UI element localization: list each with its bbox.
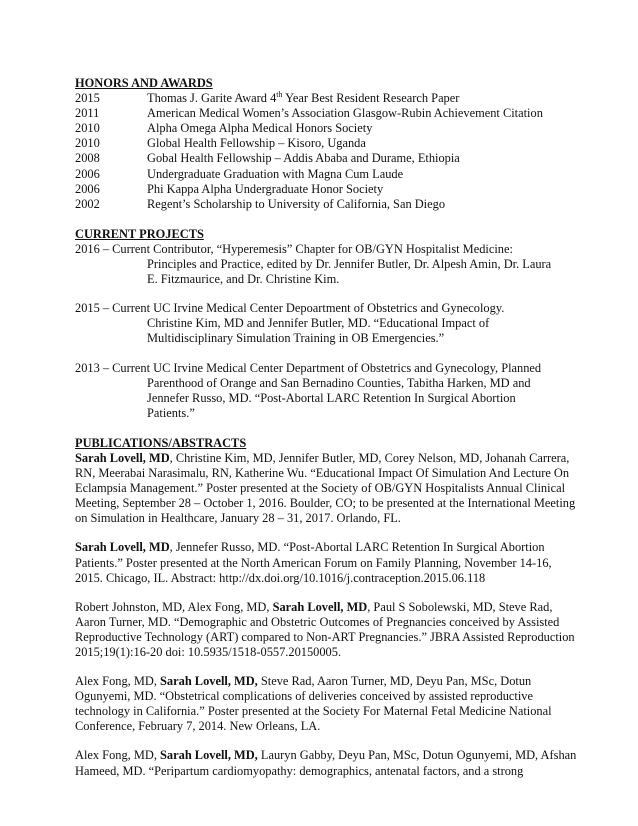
project-first-line: 2016 – Current Contributor, “Hyperemesis” Chapter for OB/GYN Hospitalist Medicine: — [75, 241, 513, 256]
project-first-line: 2015 – Current UC Irvine Medical Center Depoartment of Obstetrics and Gynecology. — [75, 301, 505, 316]
award-row — [75, 151, 580, 166]
publication-self-author: Sarah Lovell, MD, — [160, 748, 258, 763]
publication-citation: Steve Rad, Aaron Turner, MD, Deyu Pan, MSc, Dotun Ogunyemi, MD. “Obstetrical complications of deliveries conceived by assisted reproductive technology in California.” Poster presented at the Society For Maternal Fetal Medicine National Conference, February 7, 2014. New Orleans, LA. — [75, 674, 552, 734]
award-title: Regent’s Scholarship to University of California, San Diego — [147, 196, 446, 211]
award-row — [75, 182, 580, 197]
publication-citation: , Paul S Sobolewski, MD, Steve Rad, Aaron Turner, MD. “Demographic and Obstetric Outcomes of Pregnancies conceived by Assisted Reproductive Technology (ART) compared to Non-ART Pregnancies.” JBRA Assisted Reproduction 2015;19(1):16-20 doi: 10.5935/1518-0557.20150005. — [75, 599, 575, 659]
award-title: Alpha Omega Alpha Medical Honors Society — [147, 121, 373, 136]
publication-self-author: Sarah Lovell, MD — [75, 540, 170, 555]
publication-entry — [75, 600, 580, 660]
publication-self-author: Sarah Lovell, MD — [272, 599, 368, 614]
award-row — [75, 136, 580, 151]
publication-self-author: Sarah Lovell, MD, — [160, 674, 258, 689]
projects-heading: CURRENT PROJECTS — [75, 226, 204, 241]
award-year: 2006 — [75, 166, 100, 181]
award-year: 2011 — [75, 106, 100, 121]
award-title: Global Health Fellowship – Kisoro, Uganda — [147, 136, 366, 151]
award-row — [75, 197, 580, 212]
award-row — [75, 167, 580, 182]
award-title: Gobal Health Fellowship – Addis Ababa and Durame, Ethiopia — [147, 151, 460, 166]
award-title: Thomas J. Garite Award 4th Year Best Resident Research Paper — [147, 89, 460, 106]
project-detail-line: Principles and Practice, edited by Dr. Jennifer Butler, Dr. Alpesh Amin, Dr. Laura — [147, 257, 552, 272]
award-title: American Medical Women’s Association Glasgow-Rubin Achievement Citation — [147, 106, 543, 121]
award-row — [75, 91, 580, 106]
award-title: Phi Kappa Alpha Undergraduate Honor Society — [147, 181, 384, 196]
project-detail-line: Parenthood of Orange and San Bernadino Counties, Tabitha Harken, MD and — [147, 375, 531, 390]
publication-entry — [75, 540, 580, 585]
publication-citation: , Jennefer Russo, MD. “Post-Abortal LARC Retention In Surgical Abortion Patients.” Poster presented at the North American Forum on Family Planning, November 14-16, 2015. Chicago, IL. Abstract: http://dx.doi.org/10.1016/j.contraception.2015.06.118 — [75, 540, 552, 585]
publications-heading: PUBLICATIONS/ABSTRACTS — [75, 435, 247, 450]
publication-citation: Lauryn Gabby, Deyu Pan, MSc, Dotun Ogunyemi, MD, Afshan Hameed, MD. “Peripartum cardiomyopathy: demographics, antenatal factors, and a strong — [75, 748, 577, 778]
project-first-line: 2013 – Current UC Irvine Medical Center Department of Obstetrics and Gynecology, Planned — [75, 360, 542, 375]
publication-entry — [75, 748, 580, 778]
award-year: 2002 — [75, 196, 100, 211]
project-entry — [75, 301, 580, 346]
publication-entry — [75, 451, 580, 526]
award-title: Undergraduate Graduation with Magna Cum Laude — [147, 166, 404, 181]
publication-citation: , Christine Kim, MD, Jennifer Butler, MD, Corey Nelson, MD, Johanah Carrera, RN, Meerabai Narasimalu, RN, Katherine Wu. “Educational Impact Of Simulation And Lecture On Eclampsia Management.” Poster presented at the Society of OB/GYN Hospitalists Annual Clinical Meeting, September 28 – October 1, 2016. Boulder, CO; to be presented at the International Meeting on Simulation in Healthcare, January 28 – 31, 2017. Orlando, FL. — [75, 450, 576, 526]
projects-section — [75, 227, 580, 421]
honors-list — [75, 91, 580, 212]
publication-coauthors-before: Alex Fong, MD, — [75, 674, 161, 689]
award-year: 2010 — [75, 121, 100, 136]
project-entry — [75, 242, 580, 287]
project-detail-line: Jennefer Russo, MD. “Post-Abortal LARC Retention In Surgical Abortion — [147, 390, 516, 405]
project-detail-line: Christine Kim, MD and Jennifer Butler, MD. “Educational Impact of — [147, 316, 490, 331]
publication-self-author: Sarah Lovell, MD — [75, 450, 170, 465]
project-detail-line: Multidisciplinary Simulation Training in OB Emergencies.” — [147, 331, 445, 346]
award-year: 2008 — [75, 151, 100, 166]
award-row — [75, 121, 580, 136]
award-year: 2010 — [75, 136, 100, 151]
project-detail-line: Patients.” — [147, 405, 195, 420]
award-row — [75, 106, 580, 121]
publication-entry — [75, 674, 580, 734]
honors-section — [75, 76, 580, 212]
publications-section — [75, 436, 580, 779]
award-year: 2006 — [75, 181, 100, 196]
publication-coauthors-before: Alex Fong, MD, — [75, 748, 161, 763]
honors-heading: HONORS AND AWARDS — [75, 76, 213, 90]
cv-page — [75, 76, 580, 779]
project-entry — [75, 361, 580, 421]
award-year: 2015 — [75, 91, 100, 106]
project-detail-line: E. Fitzmaurice, and Dr. Christine Kim. — [147, 272, 340, 287]
publication-coauthors-before: Robert Johnston, MD, Alex Fong, MD, — [75, 599, 273, 614]
